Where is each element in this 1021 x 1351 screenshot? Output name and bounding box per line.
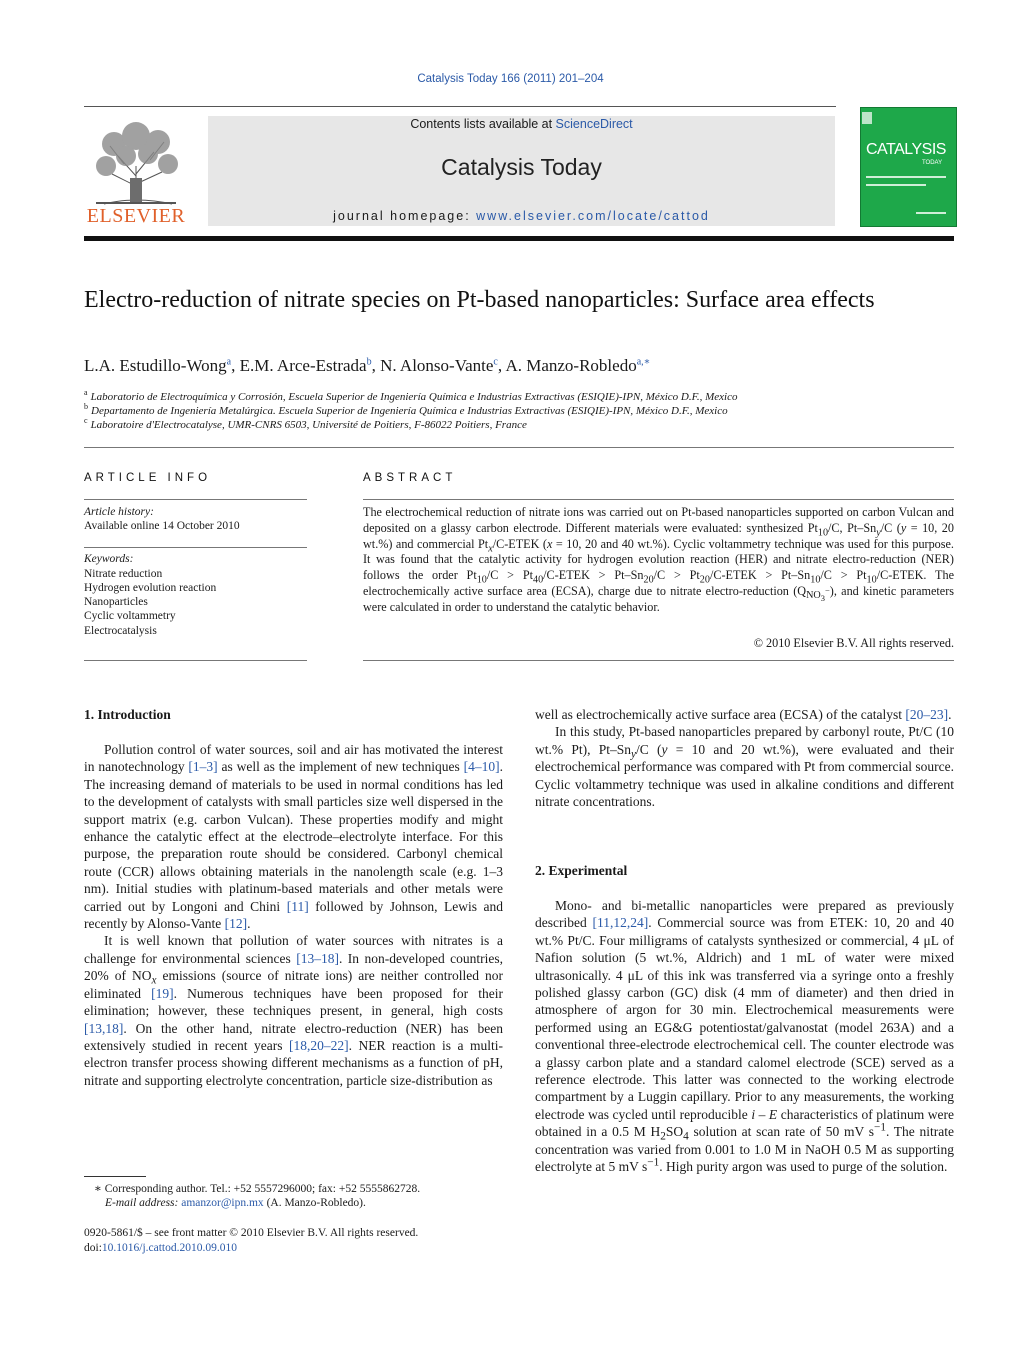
author-list xyxy=(84,356,954,376)
journal-reference[interactable]: Catalysis Today 166 (2011) 201–204 xyxy=(417,73,604,85)
email-label: E-mail address: xyxy=(105,1197,182,1209)
affiliation-mark: c xyxy=(84,416,88,426)
author-separator: , xyxy=(231,356,240,375)
author-affiliation-mark[interactable]: a,∗ xyxy=(636,356,651,368)
experimental-body: Mono- and bi-metallic nanoparticles were prepared as previously described [11,12,24]. Commercial source was from ETEK: 10, 20 and 40 wt.% Pt/C. Four milligrams of catalysts synthesized or commercial, 4 μL of Nafion solution (5 wt.%, Aldrich) and 1 mL of water were mixed ultrasonically. 4 μL of this ink was transferred via a syringe onto a freshly polished glassy carbon (GC) disk (4 mm of diameter) and then dried in atmosphere of argon for 30 min. Electrochemical measurements were performed using an EG&G potentiostat/galvanostat (model 263A) and a conventional three-electrode electrochemical cell. The counter electrode was a glassy carbon plate and a standard calomel electrode (SCE) served as a reference electrode. This latter was connected to the working electrode compartment by a Luggin capillary. Prior to any measurements, the working electrode was cycled until reproducible i – E characteristics of platinum were obtained in a 0.5 M $H_2SO_4$ solution at scan rate of 50 mV $s^{-1}$. The nitrate concentration was varied from 0.001 to 1.0 M in NaOH 0.5 M as supporting electrolyte at 5 mV $s^{-1}$. High purity argon was used to purge of the solution. xyxy=(535,898,954,1175)
affiliation-c xyxy=(84,418,954,432)
affiliation-a xyxy=(84,390,954,404)
corresponding-author-note: ∗ Corresponding author. Tel.: +52 5557296000; fax: +52 5555862728. xyxy=(94,1183,421,1195)
section-heading-experimental: 2. Experimental xyxy=(535,863,628,878)
author-name[interactable]: N. Alonso-Vante xyxy=(380,356,494,375)
abstract-body: The electrochemical reduction of nitrate ions was carried out on Pt-based nanoparticles supported on carbon Vulcan and deposited on a glassy carbon electrode. Different materials were evaluated: synthesized $Pt_{10}/C$, $Pt-Sn_y/C$ (y = 10, 20 wt.%) and commercial $Pt_x/C$-ETEK (x = 10, 20 and 40 wt.%). Cyclic voltammetry technique was used for this purpose. It was found that the catalytic activity for hydrogen evolution reaction (HER) and nitrate electro-reduction (NER) follows the order $Pt_{10}/C$ > $Pt_{40}/C$-ETEK > $Pt-Sn_{20}/C$ > $Pt_{20}/C$-ETEK > $Pt-Sn_{10}/C$ > $Pt_{10}/C$-ETEK. The electrochemically active surface area (ECSA), charge due to nitrate electro-reduction $(Q_{NO_3^-})$, and kinetic parameters were calculated in order to understand the catalytic behavior. xyxy=(363,505,954,614)
doi-line xyxy=(84,1241,237,1255)
author-name[interactable]: A. Manzo-Robledo xyxy=(505,356,637,375)
cover-decoration xyxy=(916,212,946,214)
cover-decoration xyxy=(866,176,946,178)
keywords-label: Keywords: xyxy=(84,553,134,565)
journal-homepage xyxy=(208,209,835,223)
email-link[interactable]: amanzor@ipn.mx xyxy=(181,1197,264,1209)
contents-prefix: Contents lists available at xyxy=(410,117,556,131)
cover-decoration xyxy=(866,184,926,186)
introduction-body: Pollution control of water sources, soil and air has motivated the interest in nanotechnology [1–3] as well as the implement of new techniques [4–10]. The increasing demand of materials to be used in normal conditions has led to the development of catalysts with small particles size well dispersed in the support matrix (e.g. carbon Vulcan). These properties modify and might enhance the catalytic effect at the electrode–electrolyte interface. For this purpose, the preparation route should be considered. Carbonyl chemical route (CCR) allows obtaining materials in the nanolength scale (e.g. 1–3 nm). Initial studies with platinum-based materials and other metals were carried out by Longoni and Chini [11] followed by Johnson, Lewis and recently by Alonso-Vante [12]. It is well known that pollution of water sources with nitrates is a challenge for environmental sciences [13–18]. In non-developed countries, 20% of $NO_x$ emissions (source of nitrate ions) are neither controlled nor eliminated [19]. Numerous techniques have been proposed for their elimination; however, these techniques present, in general, high costs [13,18]. On the other hand, nitrate electro-reduction (NER) has been extensively studied in recent years [18,20–22]. NER reaction is a multi-electron transfer process showing different mechanisms as a function of pH, nitrate and supporting electrolyte concentration, particle size-distribution as xyxy=(84,742,503,1088)
sciencedirect-link[interactable]: ScienceDirect xyxy=(555,117,633,131)
author-affiliation-mark[interactable]: c xyxy=(493,356,498,368)
affiliation-text: Laboratoire d'Electrocatalyse, UMR-CNRS 6503, Université de Poitiers, F-86022 Poitiers, France xyxy=(90,419,527,431)
author-name[interactable]: L.A. Estudillo-Wong xyxy=(84,356,227,375)
divider xyxy=(84,447,954,448)
affiliation-b xyxy=(84,404,954,418)
copyright-notice: © 2010 Elsevier B.V. All rights reserved. xyxy=(753,636,954,650)
homepage-link[interactable]: www.elsevier.com/locate/cattod xyxy=(476,209,710,223)
affiliation-text: Laboratorio de Electroquímica y Corrosión, Escuela Superior de Ingeniería Química e Industrias Extractivas (ESIQIE)-IPN, México D.F., Mexico xyxy=(90,391,738,403)
article-title: Electro-reduction of nitrate species on Pt-based nanoparticles: Surface area effects xyxy=(84,287,875,313)
keyword-item: Electrocatalysis xyxy=(84,625,157,637)
email-note xyxy=(105,1196,366,1210)
keyword-item: Hydrogen evolution reaction xyxy=(84,582,217,594)
affiliation-mark: a xyxy=(84,388,88,398)
elsevier-wordmark: ELSEVIER xyxy=(86,205,186,227)
history-value: Available online 14 October 2010 xyxy=(84,520,240,532)
issn-line: 0920-5861/$ – see front matter © 2010 Elsevier B.V. All rights reserved. xyxy=(84,1227,419,1239)
history-label: Article history: xyxy=(84,506,154,518)
doi-label: doi: xyxy=(84,1242,102,1254)
divider xyxy=(84,499,307,500)
section-heading-introduction: 1. Introduction xyxy=(84,707,171,722)
affiliation-text: Departamento de Ingeniería Metalúrgica. Escuela Superior de Ingeniería Química e Industrias Extractivas (ESIQIE)-IPN, México D.F., Mexico xyxy=(91,405,728,417)
affiliation-mark: b xyxy=(84,402,88,412)
divider xyxy=(363,499,954,500)
journal-name: Catalysis Today xyxy=(441,154,602,180)
keyword-item: Nitrate reduction xyxy=(84,568,163,580)
email-suffix: (A. Manzo-Robledo). xyxy=(263,1197,366,1209)
divider xyxy=(84,547,307,548)
keyword-item: Cyclic voltammetry xyxy=(84,610,176,622)
abstract-heading: ABSTRACT xyxy=(363,472,457,484)
header-thick-rule xyxy=(84,236,954,241)
author-affiliation-mark[interactable]: b xyxy=(366,356,372,368)
author-name[interactable]: E.M. Arce-Estrada xyxy=(239,356,367,375)
author-separator: , xyxy=(371,356,381,375)
cover-subtitle: TODAY xyxy=(922,160,943,166)
divider xyxy=(363,660,954,661)
cover-elsevier-badge xyxy=(862,112,872,124)
author-affiliation-mark[interactable]: a xyxy=(226,356,232,368)
homepage-prefix: journal homepage: xyxy=(333,209,477,223)
doi-link[interactable]: 10.1016/j.cattod.2010.09.010 xyxy=(101,1242,238,1254)
divider xyxy=(84,660,307,661)
keyword-item: Nanoparticles xyxy=(84,596,148,608)
introduction-continued: well as electrochemically active surface area (ECSA) of the catalyst [20–23]. In this study, Pt-based nanoparticles prepared by carbonyl route, Pt/C (10 wt.% Pt), $Pt-Sn_y/C$ (y = 10 and 20 wt.%), were evaluated and their electrochemical performance was compared with Pt from commercial source. Cyclic voltammetry technique was used in alkaline conditions and different nitrate concentrations. xyxy=(535,707,954,810)
cover-title: CATALYSIS xyxy=(866,141,946,158)
author-separator: , xyxy=(497,356,506,375)
footnote-rule xyxy=(84,1176,146,1177)
journal-cover-thumbnail[interactable] xyxy=(860,107,957,227)
article-info-heading: ARTICLE INFO xyxy=(84,472,212,484)
header-rule xyxy=(84,106,836,107)
contents-availability xyxy=(208,117,835,131)
